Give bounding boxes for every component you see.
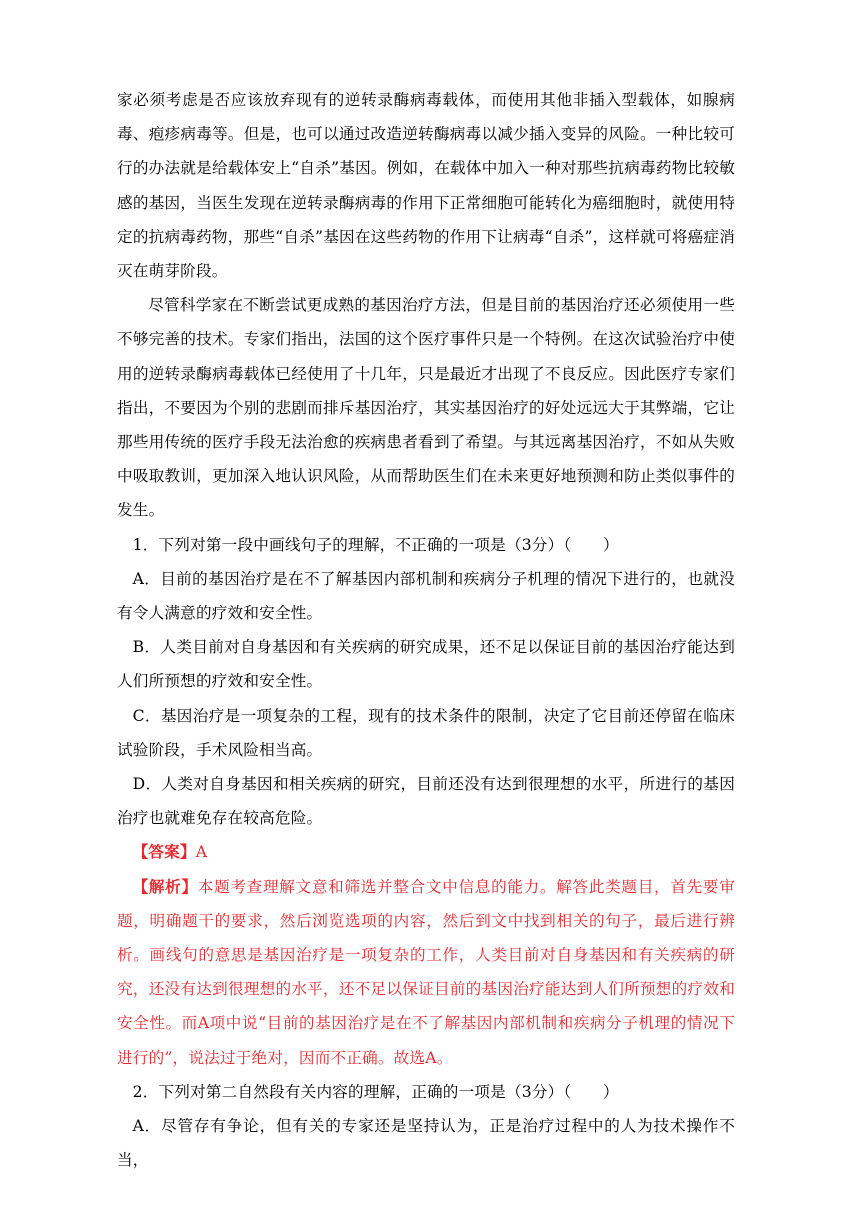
analysis-label: 【解析】 xyxy=(132,876,198,896)
question-1-stem: 1．下列对第一段中画线句子的理解，不正确的一项是（3分）（ ） xyxy=(132,535,619,554)
question-1-option-a: A．目前的基因治疗是在不了解基因内部机制和疾病分子机理的情况下进行的，也就没有令人满意的疗效和安全性。 xyxy=(117,569,735,623)
question-1-option-b: B．人类目前对自身基因和有关疾病的研究成果，还不足以保证目前的基因治疗能达到人们所预想的疗效和安全性。 xyxy=(117,638,735,691)
answer-label: 【答案】 xyxy=(132,842,196,862)
paragraph-continuation: 家必须考虑是否应该放弃现有的逆转录酶病毒载体，而使用其他非插入型载体，如腺病毒、疱疹病毒等。但是，也可以通过改造逆转酶病毒以减少插入变异的风险。一种比较可行的办法就是给载体安上“自杀”基因。例如，在载体中加入一种对那些抗病毒药物比较敏感的基因，当医生发现在逆转录酶病毒的作用下正常细胞可能转化为癌细胞时，就使用特定的抗病毒药物，那些“自杀”基因在这些药物的作用下让病毒“自杀”，这样就可将癌症消灭在萌芽阶段。 xyxy=(117,91,735,281)
question-1-option-d: D．人类对自身基因和相关疾病的研究，目前还没有达到很理想的水平，所进行的基因治疗也就难免存在较高危险。 xyxy=(117,775,735,828)
question-1-analysis xyxy=(117,870,735,1075)
answer-value: A xyxy=(195,843,208,862)
question-2-option-a: A．尽管存有争论，但有关的专家还是坚持认为，正是治疗过程中的人为技术操作不当， xyxy=(117,1117,735,1170)
question-2-stem: 2．下列对第二自然段有关内容的理解，正确的一项是（3分）（ ） xyxy=(132,1082,619,1101)
document-page xyxy=(117,83,735,1178)
analysis-text: 本题考查理解文意和筛选并整合文中信息的能力。解答此类题目，首先要审题，明确题干的要求，然后浏览选项的内容，然后到文中找到相关的句子，最后进行辨析。画线句的意思是基因治疗是一项复杂的工作，人类目前对自身基因和有关疾病的研究，还没有达到很理想的水平，还不足以保证目前的基因治疗能达到人们所预想的疗效和安全性。而A项中说“目前的基因治疗是在不了解基因内部机制和疾病分子机理的情况下进行的”，说法过于绝对，因而不正确。故选A。 xyxy=(117,877,735,1067)
question-1-answer xyxy=(117,835,735,869)
paragraph-2: 尽管科学家在不断尝试更成熟的基因治疗方法，但是目前的基因治疗还必须使用一些不够完善的技术。专家们指出，法国的这个医疗事件只是一个特例。在这次试验治疗中使用的逆转录酶病毒载体已经使用了十几年，只是最近才出现了不良反应。因此医疗专家们指出，不要因为个别的悲剧而排斥基因治疗，其实基因治疗的好处远远大于其弊端，它让那些用传统的医疗手段无法治愈的疾病患者看到了希望。与其远离基因治疗，不如从失败中吸取教训，更加深入地认识风险，从而帮助医生们在未来更好地预测和防止类似事件的发生。 xyxy=(117,296,735,520)
question-1-option-c: C．基因治疗是一项复杂的工程，现有的技术条件的限制，决定了它目前还停留在临床试验阶段，手术风险相当高。 xyxy=(117,706,735,759)
